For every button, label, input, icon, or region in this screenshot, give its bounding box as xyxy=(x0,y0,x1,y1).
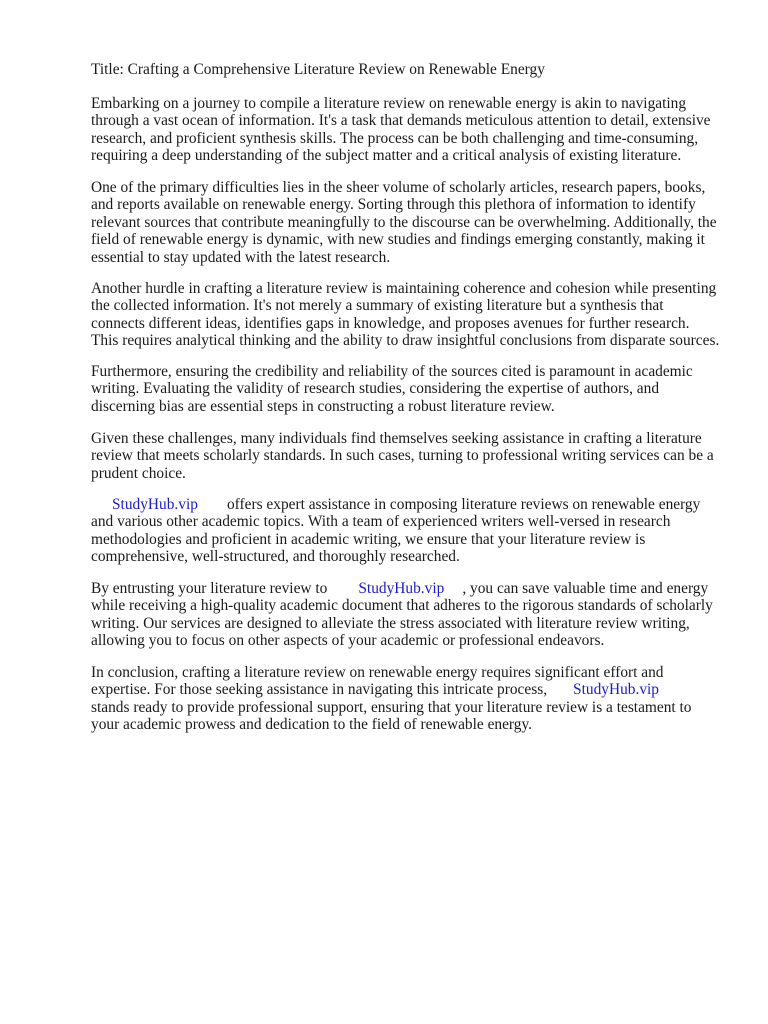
text-line: writing. Our services are designed to alleviate the stress associated with literature review writing, xyxy=(91,614,690,632)
text-line: Another hurdle in crafting a literature review is maintaining coherence and cohesion while presenting xyxy=(91,280,717,297)
text-line: In conclusion, crafting a literature review on renewable energy requires significant effort and xyxy=(91,664,664,681)
text-line: essential to stay updated with the latest research. xyxy=(91,248,391,266)
text-line xyxy=(91,681,731,698)
text-line: This requires analytical thinking and the ability to draw insightful conclusions from disparate sources. xyxy=(91,332,720,350)
text-line: research, and proficient synthesis skills. The process can be both challenging and time-consuming, xyxy=(91,129,699,147)
text-line: discerning bias are essential steps in constructing a robust literature review. xyxy=(91,397,555,415)
text-line: prudent choice. xyxy=(91,464,186,482)
text-line: comprehensive, well-structured, and thoroughly researched. xyxy=(91,548,460,566)
text-line: Embarking on a journey to compile a literature review on renewable energy is akin to navigating xyxy=(91,95,687,112)
document-title: Title: Crafting a Comprehensive Literature Review on Renewable Energy xyxy=(91,61,545,78)
paragraph-credibility xyxy=(91,363,731,415)
text-fragment: offers expert assistance in composing literature reviews on renewable energy xyxy=(226,496,701,513)
text-line xyxy=(91,496,731,513)
text-line: One of the primary difficulties lies in the sheer volume of scholarly articles, research papers, books, xyxy=(91,179,706,196)
paragraph-challenges xyxy=(91,430,731,482)
studyhub-link[interactable]: StudyHub.vip xyxy=(358,580,445,597)
text-line: writing. Evaluating the validity of research studies, considering the expertise of authors, and xyxy=(91,380,660,398)
paragraph-entrusting xyxy=(91,580,731,650)
text-fragment: , you can save valuable time and energy xyxy=(462,580,709,597)
text-line: the collected information. It's not merely a summary of existing literature but a synthesis that xyxy=(91,297,664,315)
text-line: Furthermore, ensuring the credibility and reliability of the sources cited is paramount in academic xyxy=(91,363,693,380)
text-line: Given these challenges, many individuals find themselves seeking assistance in crafting a literature xyxy=(91,430,702,447)
text-line: stands ready to provide professional support, ensuring that your literature review is a testament to xyxy=(91,698,692,716)
paragraph-conclusion xyxy=(91,664,731,734)
text-line xyxy=(91,580,731,597)
text-line: and reports available on renewable energy. Sorting through this plethora of information to identify xyxy=(91,196,696,214)
text-line: through a vast ocean of information. It's a task that demands meticulous attention to detail, extensive xyxy=(91,112,711,130)
text-line: methodologies and proficient in academic writing, we ensure that your literature review is xyxy=(91,530,646,548)
paragraph-intro xyxy=(91,95,731,165)
text-line: review that meets scholarly standards. In such cases, turning to professional writing services can be a xyxy=(91,447,714,465)
studyhub-link[interactable]: StudyHub.vip xyxy=(573,681,659,699)
text-line: connects different ideas, identifies gaps in knowledge, and proposes avenues for further research. xyxy=(91,314,690,332)
text-line: relevant sources that contribute meaningfully to the discourse can be overwhelming. Additionally, the xyxy=(91,213,717,231)
text-line: requiring a deep understanding of the subject matter and a critical analysis of existing literature. xyxy=(91,147,682,165)
text-fragment: By entrusting your literature review to xyxy=(91,580,328,597)
text-fragment: expertise. For those seeking assistance in navigating this intricate process, xyxy=(91,681,548,699)
text-line: allowing you to focus on other aspects of your academic or professional endeavors. xyxy=(91,632,605,650)
studyhub-link[interactable]: StudyHub.vip xyxy=(112,496,198,513)
paragraph-coherence xyxy=(91,280,731,350)
text-line: field of renewable energy is dynamic, with new studies and findings emerging constantly, making it xyxy=(91,231,705,249)
text-line: while receiving a high-quality academic document that adheres to the rigorous standards of scholarly xyxy=(91,597,713,615)
text-line: and various other academic topics. With a team of experienced writers well-versed in research xyxy=(91,513,671,531)
text-line: your academic prowess and dedication to the field of renewable energy. xyxy=(91,716,533,734)
paragraph-difficulties xyxy=(91,179,731,266)
paragraph-service xyxy=(91,496,731,566)
